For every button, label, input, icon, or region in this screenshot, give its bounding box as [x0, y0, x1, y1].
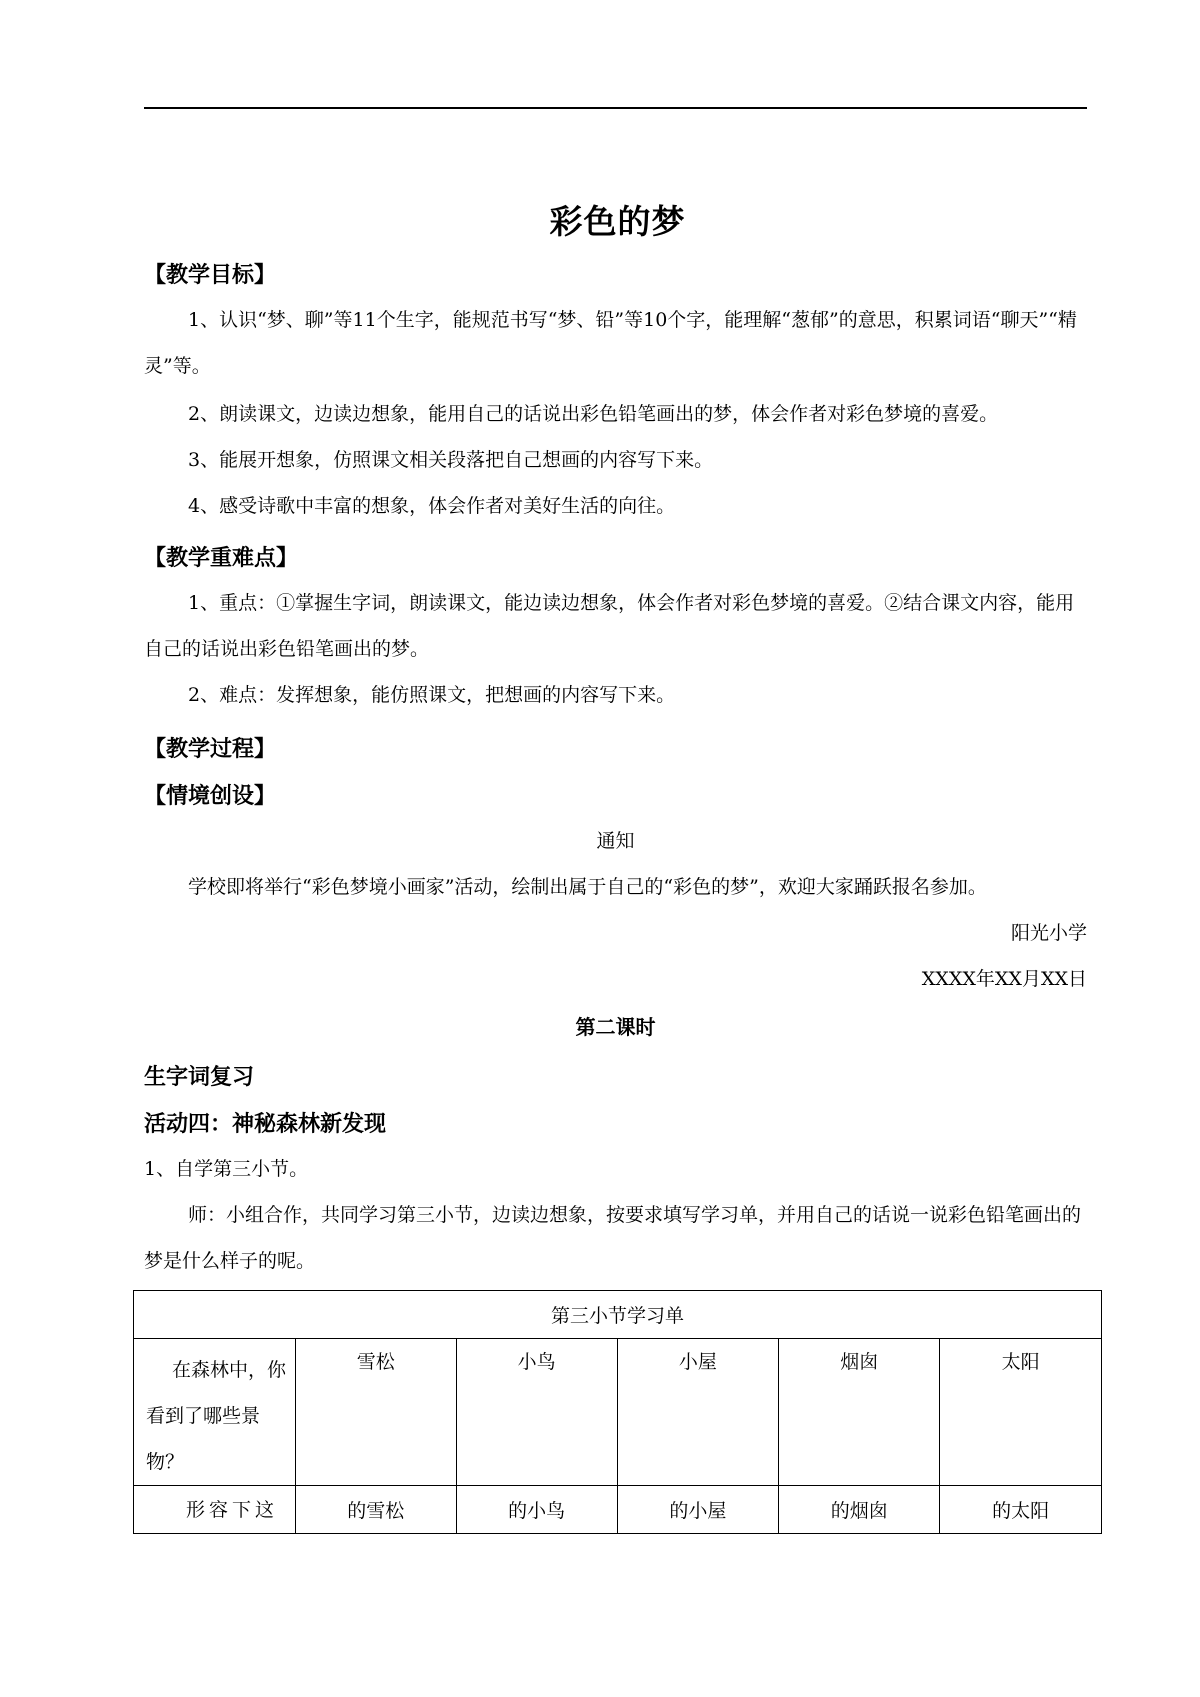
- section-heading-process: 【教学过程】: [144, 737, 277, 762]
- teacher-instruction: 师：小组合作，共同学习第三小节，边读边想象，按要求填写学习单，并用自己的话说一说彩色铅笔画出的梦是什么样子的呢。: [144, 1204, 1082, 1272]
- key-point-2: 2、难点：发挥想象，能仿照课文，把想画的内容写下来。: [188, 684, 676, 706]
- step-one: 1、自学第三小节。: [144, 1158, 309, 1180]
- worksheet-item[interactable]: 小鸟: [456, 1339, 617, 1486]
- section-heading-key: 【教学重难点】: [144, 546, 299, 571]
- goal-1: 1、认识“梦、聊”等11个生字，能规范书写“梦、铅”等10个字，能理解“葱郁”的意思，积累词语“聊天”“精灵”等。: [144, 309, 1077, 377]
- worksheet-table: [133, 1290, 1102, 1534]
- worksheet-descriptor[interactable]: 的小鸟: [456, 1486, 617, 1534]
- worksheet-title: 第三小节学习单: [134, 1291, 1102, 1339]
- worksheet-descriptor[interactable]: 的烟囱: [779, 1486, 940, 1534]
- notice-body: 学校即将举行“彩色梦境小画家”活动，绘制出属于自己的“彩色的梦”，欢迎大家踊跃报名参加。: [188, 876, 987, 898]
- worksheet-item[interactable]: 小屋: [617, 1339, 779, 1486]
- lesson-two-heading: 第二课时: [575, 1015, 656, 1039]
- notice-heading: 通知: [596, 830, 635, 852]
- goal-4: 4、感受诗歌中丰富的想象，体会作者对美好生活的向往。: [188, 495, 676, 517]
- worksheet-descriptor[interactable]: 的太阳: [940, 1486, 1102, 1534]
- header-rule: [144, 107, 1087, 109]
- page-title: 彩色的梦: [549, 202, 686, 241]
- worksheet-row1-label: 在森林中，你看到了哪些景物？: [134, 1339, 296, 1486]
- worksheet-descriptor[interactable]: 的雪松: [295, 1486, 456, 1534]
- goal-2: 2、朗读课文，边读边想象，能用自己的话说出彩色铅笔画出的梦，体会作者对彩色梦境的喜爱。: [188, 403, 999, 425]
- worksheet-item[interactable]: 太阳: [940, 1339, 1102, 1486]
- worksheet-row2-label: 形容下这: [134, 1486, 296, 1534]
- key-point-1: 1、重点：①掌握生字词，朗读课文，能边读边想象，体会作者对彩色梦境的喜爱。②结合课文内容，能用自己的话说出彩色铅笔画出的梦。: [144, 592, 1075, 660]
- section-heading-goals: 【教学目标】: [144, 263, 277, 288]
- notice-date: XXXX年XX月XX日: [921, 968, 1087, 990]
- section-heading-scene: 【情境创设】: [144, 784, 277, 809]
- notice-signature: 阳光小学: [1010, 922, 1087, 944]
- worksheet-item[interactable]: 雪松: [295, 1339, 456, 1486]
- activity-four-heading: 活动四：神秘森林新发现: [144, 1112, 387, 1137]
- worksheet-descriptor[interactable]: 的小屋: [617, 1486, 779, 1534]
- review-heading: 生字词复习: [144, 1065, 255, 1090]
- worksheet-item[interactable]: 烟囱: [779, 1339, 940, 1486]
- goal-3: 3、能展开想象，仿照课文相关段落把自己想画的内容写下来。: [188, 449, 714, 471]
